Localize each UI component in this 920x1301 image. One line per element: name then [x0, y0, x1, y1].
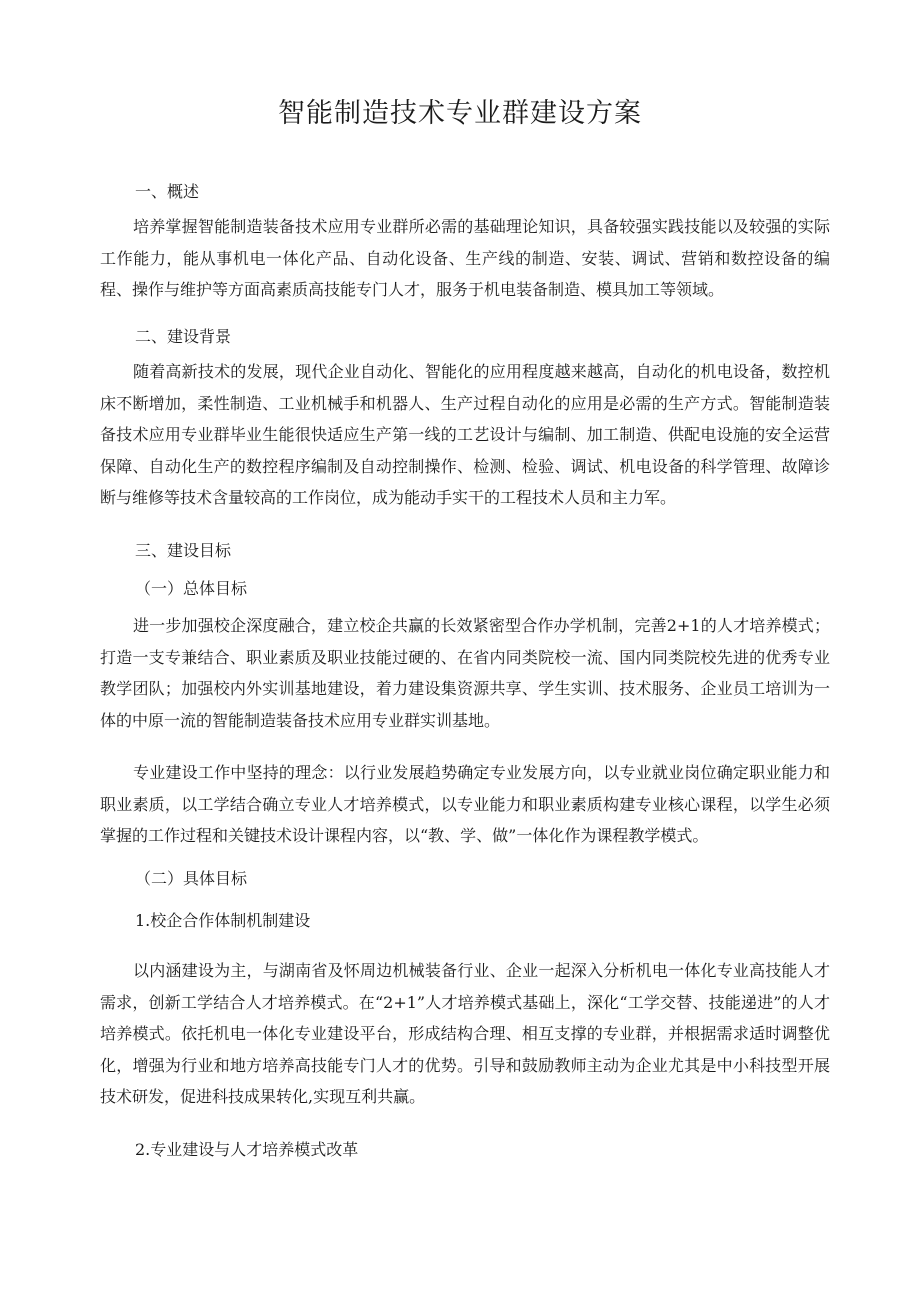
section-heading-goals: 三、建设目标 — [135, 541, 232, 560]
paragraph-overview: 培养掌握智能制造装备技术应用专业群所必需的基础理论知识，具备较强实践技能以及较强的实际工作能力，能从事机电一体化产品、自动化设备、生产线的制造、安装、调试、营销和数控设备的编程、操作与维护等方面高素质高技能专门人才，服务于机电装备制造、模具加工等领域。 — [100, 217, 830, 299]
subsection-heading-specific: （二）具体目标 — [135, 869, 248, 888]
paragraph-school-enterprise: 以内涵建设为主，与湖南省及怀周边机械装备行业、企业一起深入分析机电一体化专业高技能人才需求，创新工学结合人才培养模式。在“2+1”人才培养模式基础上，深化“工学交替、技能递进”的人才培养模式。依托机电一体化专业建设平台，形成结构合理、相互支撑的专业群，并根据需求适时调整优化，增强为行业和地方培养高技能专门人才的优势。引导和鼓励教师主动为企业尤其是中小科技型开展技术研发，促进科技成果转化,实现互利共赢。 — [100, 961, 830, 1106]
paragraph-construction-philosophy: 专业建设工作中坚持的理念：以行业发展趋势确定专业发展方向，以专业就业岗位确定职业能力和职业素质，以工学结合确立专业人才培养模式，以专业能力和职业素质构建专业核心课程，以学生必须掌握的工作过程和关键技术设计课程内容，以“教、学、做”一体化作为课程教学模式。 — [100, 763, 830, 845]
paragraph-background: 随着高新技术的发展，现代企业自动化、智能化的应用程度越来越高，自动化的机电设备，数控机床不断增加，柔性制造、工业机械手和机器人、生产过程自动化的应用是必需的生产方式。智能制造装备技术应用专业群毕业生能很快适应生产第一线的工艺设计与编制、加工制造、供配电设施的安全运营保障、自动化生产的数控程序编制及自动控制操作、检测、检验、调试、机电设备的科学管理、故障诊断与维修等技术含量较高的工作岗位，成为能动手实干的工程技术人员和主力军。 — [100, 362, 830, 507]
section-heading-overview: 一、概述 — [135, 182, 200, 201]
item-heading-talent-training: 2.专业建设与人才培养模式改革 — [135, 1140, 359, 1159]
section-heading-background: 二、建设背景 — [135, 327, 232, 346]
paragraph-overall-goal: 进一步加强校企深度融合，建立校企共赢的长效紧密型合作办学机制，完善2+1的人才培养模式；打造一支专兼结合、职业素质及职业技能过硬的、在省内同类院校一流、国内同类院校先进的优秀专业教学团队；加强校内外实训基地建设，着力建设集资源共享、学生实训、技术服务、企业员工培训为一体的中原一流的智能制造装备技术应用专业群实训基地。 — [100, 616, 830, 730]
document-title: 智能制造技术专业群建设方案 — [278, 98, 642, 129]
item-heading-school-enterprise: 1.校企合作体制机制建设 — [135, 911, 311, 930]
subsection-heading-overall: （一）总体目标 — [135, 579, 248, 598]
